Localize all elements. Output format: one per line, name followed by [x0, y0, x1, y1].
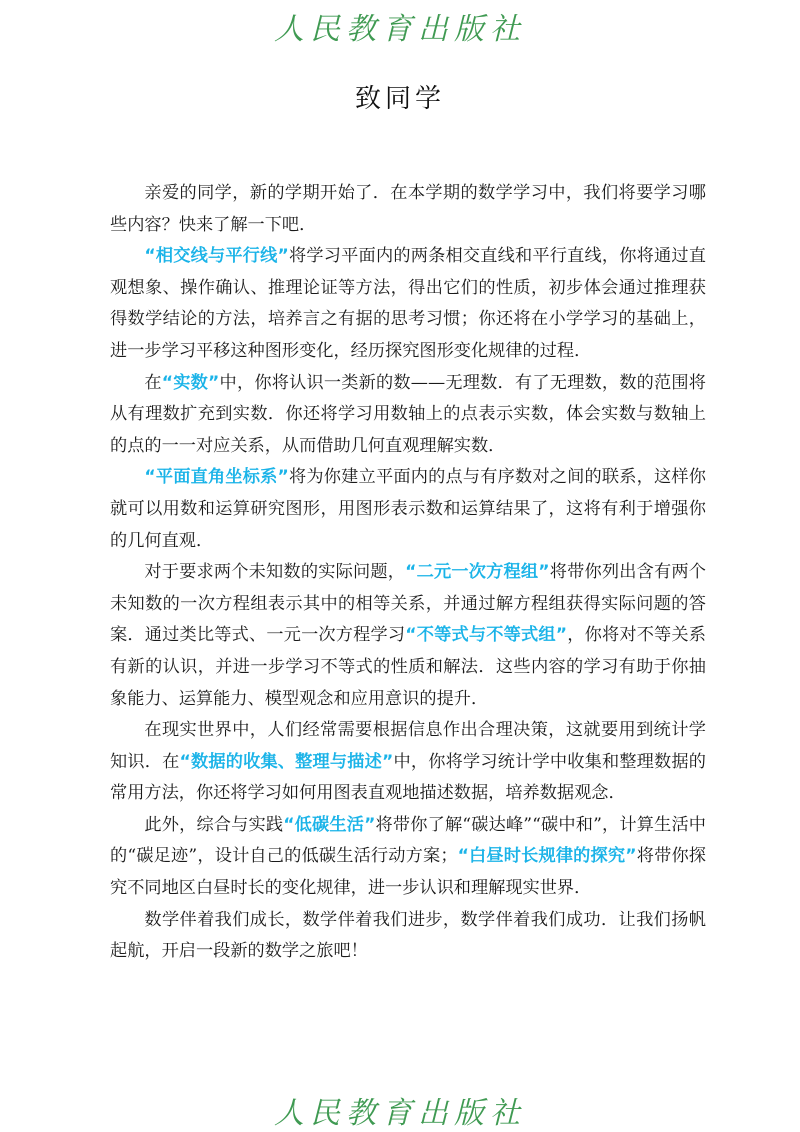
chapter-highlight: “低碳生活” — [283, 814, 376, 835]
paragraph-text: 对于要求两个未知数的实际问题， — [144, 562, 406, 583]
paragraph — [110, 368, 706, 463]
paragraph — [110, 462, 706, 557]
paragraph — [110, 905, 706, 968]
paragraph-text: 中，你将认识一类新的数——无理数．有了无理数，数的范围将从有理数扩充到实数．你还将学习用数轴上的点表示实数，体会实数与数轴上的点的一一对应关系，从而借助几何直观理解实数． — [110, 372, 706, 456]
paragraph — [110, 810, 706, 905]
publisher-watermark-top: 人民教育出版社 — [274, 12, 526, 47]
paragraph-text: 中，你将学习统计学中收集和整理数据的常用方法，你还将学习如何用图表直观地描述数据，培养数据观念． — [110, 751, 706, 804]
paragraph-text: 数学伴着我们成长，数学伴着我们进步，数学伴着我们成功．让我们扬帆起航，开启一段新的数学之旅吧！ — [110, 909, 706, 962]
paragraph — [110, 241, 706, 367]
paragraph-text: 将带你探究不同地区白昼时长的变化规律，进一步认识和理解现实世界． — [110, 846, 706, 899]
letter-body — [110, 178, 706, 968]
paragraph-text: 亲爱的同学，新的学期开始了．在本学期的数学学习中，我们将要学习哪些内容？快来了解一下吧． — [110, 183, 706, 235]
paragraph — [110, 557, 706, 715]
chapter-highlight: “二元一次方程组” — [405, 562, 550, 583]
page-title: 致同学 — [354, 84, 445, 114]
paragraph-text: 在 — [144, 372, 162, 393]
chapter-highlight: “白昼时长规律的探究” — [457, 846, 637, 867]
paragraph-text: 将学习平面内的两条相交直线和平行直线，你将通过直观想象、操作确认、推理论证等方法，得出它们的性质，初步体会通过推理获得数学结论的方法，培养言之有据的思考习惯；你还将在小学学习的基础上，进一步学习平移这种图形变化，经历探究图形变化规律的过程． — [110, 246, 706, 361]
chapter-highlight: “不等式与不等式组” — [405, 625, 568, 646]
paragraph-text: ，你将对不等关系有新的认识，并进一步学习不等式的性质和解法．这些内容的学习有助于你抽象能力、运算能力、模型观念和应用意识的提升． — [110, 625, 706, 709]
paragraph-text: 将带你了解“碳达峰”“碳中和”，计算生活中的“碳足迹”，设计自己的低碳生活行动方案； — [110, 814, 706, 867]
paragraph-text: 此外，综合与实践 — [144, 814, 284, 835]
paragraph-text: 在现实世界中，人们经常需要根据信息作出合理决策，这就要用到统计学知识．在 — [110, 720, 706, 772]
chapter-highlight: “相交线与平行线” — [144, 246, 289, 267]
chapter-highlight: “数据的收集、整理与描述” — [179, 751, 394, 772]
paragraph — [110, 178, 706, 241]
chapter-highlight: “平面直角坐标系” — [144, 467, 289, 488]
chapter-highlight: “实数” — [161, 372, 220, 393]
paragraph — [110, 715, 706, 810]
paragraph-text: 将为你建立平面内的点与有序数对之间的联系，这样你就可以用数和运算研究图形，用图形表示数和运算结果了，这将有利于增强你的几何直观． — [110, 467, 706, 551]
publisher-watermark-bottom: 人民教育出版社 — [274, 1096, 526, 1131]
paragraph-text: 将带你列出含有两个未知数的一次方程组表示其中的相等关系，并通过解方程组获得实际问题的答案．通过类比等式、一元一次方程学习 — [110, 562, 706, 646]
